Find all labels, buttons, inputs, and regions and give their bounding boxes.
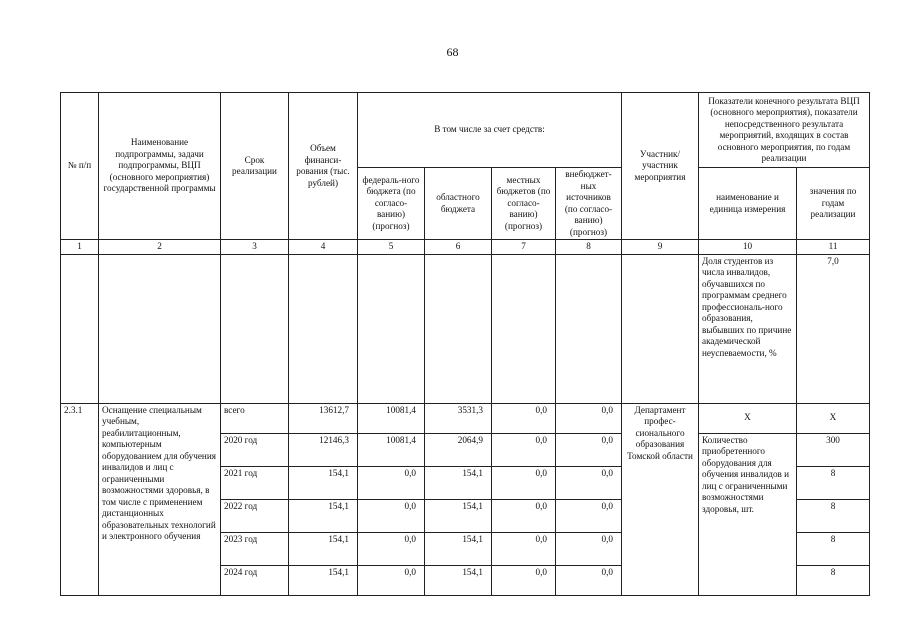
header-extra: внебюджет-ных источников (по согласо-ванию) (прогноз): [556, 168, 622, 240]
local-cell: 0,0: [492, 532, 556, 565]
header-regional: областного бюджета: [425, 168, 492, 240]
volume-cell: 154,1: [289, 499, 358, 532]
colnum-4: 4: [289, 240, 358, 255]
term-cell: 2024 год: [221, 565, 289, 595]
header-num: № п/п: [61, 93, 99, 240]
volume-cell: 13612,7: [289, 403, 358, 433]
table-row: [61, 403, 870, 433]
extra-cell: 0,0: [556, 565, 622, 595]
federal-cell: 0,0: [358, 565, 425, 595]
colnum-7: 7: [492, 240, 556, 255]
regional-cell: 154,1: [425, 532, 492, 565]
volume-cell: 154,1: [289, 466, 358, 499]
local-cell: 0,0: [492, 499, 556, 532]
extra-cell: 0,0: [556, 403, 622, 433]
extra-cell: 0,0: [556, 466, 622, 499]
header-sources-group: В том числе за счет средств:: [358, 93, 622, 168]
indicator-value-cell: 8: [797, 466, 870, 499]
indicator-value-cell: 300: [797, 433, 870, 466]
term-cell: всего: [221, 403, 289, 433]
extra-cell: 0,0: [556, 433, 622, 466]
volume-cell: 154,1: [289, 565, 358, 595]
colnum-6: 6: [425, 240, 492, 255]
local-cell: 0,0: [492, 466, 556, 499]
indicator-name-cell: Количество приобретенного оборудования для обучения инвалидов и лиц с ограниченными возможностями здоровья, шт.: [699, 433, 797, 595]
local-cell: 0,0: [492, 403, 556, 433]
colnum-11: 11: [797, 240, 870, 255]
header-local: местных бюджетов (по согласо-ванию) (прогноз): [492, 168, 556, 240]
header-name: Наименование подпрограммы, задачи подпрограммы, ВЦП (основного мероприятия) государственной программы: [99, 93, 221, 240]
indicator-value-cell: 8: [797, 565, 870, 595]
program-table: [60, 92, 870, 596]
header-participant: Участник/ участник мероприятия: [622, 93, 699, 240]
header-term: Срок реализации: [221, 93, 289, 240]
indicator-value-cell: 8: [797, 499, 870, 532]
colnum-1: 1: [61, 240, 99, 255]
federal-cell: 0,0: [358, 532, 425, 565]
federal-cell: 0,0: [358, 499, 425, 532]
term-cell: 2022 год: [221, 499, 289, 532]
participant-cell: Департамент профес-сионального образования Томской области: [622, 403, 699, 595]
federal-cell: 0,0: [358, 466, 425, 499]
colnum-2: 2: [99, 240, 221, 255]
term-cell: 2020 год: [221, 433, 289, 466]
indicator-value-cell: Х: [797, 403, 870, 433]
column-number-row: [61, 240, 870, 255]
continuation-row: [61, 254, 870, 403]
volume-cell: 154,1: [289, 532, 358, 565]
indicator-value-cell: 7,0: [797, 254, 870, 403]
header-volume: Объем финанси-рования (тыс. рублей): [289, 93, 358, 240]
header-row-1: [61, 93, 870, 168]
indicator-value-cell: 8: [797, 532, 870, 565]
indicator-name-cell: Доля студентов из числа инвалидов, обучавшихся по программам среднего профессиональ-ного образования, выбывших по причине академической неуспеваемости, %: [699, 254, 797, 403]
federal-cell: 10081,4: [358, 433, 425, 466]
item-number: 2.3.1: [61, 403, 99, 595]
term-cell: 2023 год: [221, 532, 289, 565]
header-indicator-value: значения по годам реализации: [797, 168, 870, 240]
regional-cell: 154,1: [425, 565, 492, 595]
colnum-3: 3: [221, 240, 289, 255]
local-cell: 0,0: [492, 433, 556, 466]
header-federal: федераль-ного бюджета (по согласо-ванию) (прогноз): [358, 168, 425, 240]
indicator-total-cell: Х: [699, 403, 797, 433]
colnum-8: 8: [556, 240, 622, 255]
regional-cell: 2064,9: [425, 433, 492, 466]
header-indicator-name: наименование и единица измерения: [699, 168, 797, 240]
colnum-5: 5: [358, 240, 425, 255]
federal-cell: 10081,4: [358, 403, 425, 433]
header-indicators-group: Показатели конечного результата ВЦП (основного мероприятия), показатели непосредственного результата мероприятий, входящих в состав основного мероприятия, по годам реализации: [699, 93, 870, 168]
colnum-9: 9: [622, 240, 699, 255]
extra-cell: 0,0: [556, 532, 622, 565]
term-cell: 2021 год: [221, 466, 289, 499]
volume-cell: 12146,3: [289, 433, 358, 466]
local-cell: 0,0: [492, 565, 556, 595]
colnum-10: 10: [699, 240, 797, 255]
regional-cell: 154,1: [425, 499, 492, 532]
extra-cell: 0,0: [556, 499, 622, 532]
regional-cell: 154,1: [425, 466, 492, 499]
item-name: Оснащение специальным учебным, реабилитационным, компьютерным оборудованием для обучения инвалидов и лиц с ограниченными возможностями здоровья, в том числе с применением дистанционных образовательных технологий и электронного обучения: [99, 403, 221, 595]
page-number: 68: [446, 45, 459, 59]
regional-cell: 3531,3: [425, 403, 492, 433]
